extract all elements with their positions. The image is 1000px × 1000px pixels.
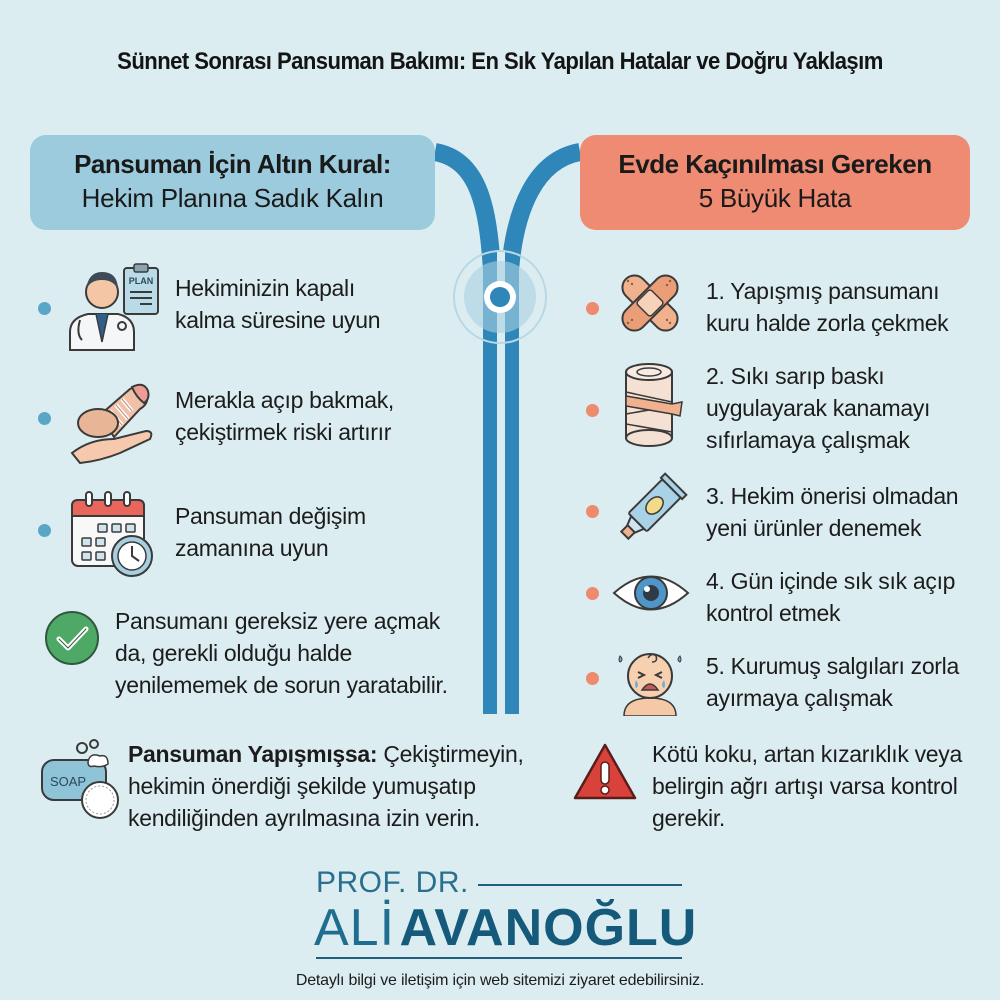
- mistake-item-text: [706, 650, 959, 714]
- mistake-item-line: 4. Gün içinde sık sık açıp: [706, 568, 956, 594]
- mistake-item-text: [706, 360, 930, 456]
- ointment-tube-icon: [612, 470, 690, 548]
- soap-note-line: kendiliğinden ayrılmasına izin verin.: [128, 805, 480, 831]
- warning-note-line: Kötü koku, artan kızarıklık veya: [652, 741, 962, 767]
- mistakes-title: Evde Kaçınılması Gereken: [618, 149, 932, 179]
- mistake-item-line: ayırmaya çalışmak: [706, 685, 893, 711]
- brand-title-prefix: PROF. DR.: [316, 866, 469, 899]
- mistake-item-text: [706, 565, 955, 629]
- golden-rule-title: Pansuman İçin Altın Kural:: [74, 149, 391, 179]
- mistake-item-line: yeni ürünler denemek: [706, 515, 922, 541]
- golden-rule-header: [30, 135, 435, 230]
- soap-note-heading: Pansuman Yapışmışsa:: [128, 741, 378, 767]
- rule-item-text: [175, 384, 394, 448]
- warning-triangle-icon: [572, 742, 638, 802]
- rule-item-text: [175, 272, 380, 336]
- rule-item-line: zamanına uyun: [175, 535, 329, 561]
- rule-item-line: kalma süresine uyun: [175, 307, 381, 333]
- bullet-dot: [586, 302, 599, 315]
- check-note-text: [115, 605, 448, 701]
- page-title: Sünnet Sonrası Pansuman Bakımı: En Sık Yapılan Hatalar ve Doğru Yaklaşım: [117, 48, 883, 75]
- soap-note-line: hekimin önerdiği şekilde yumuşatıp: [128, 773, 476, 799]
- soap-icon: [38, 738, 122, 822]
- mistake-item-text: [706, 480, 958, 544]
- mistake-item-line: uygulayarak kanamayı: [706, 395, 931, 421]
- bullet-dot: [586, 587, 599, 600]
- bullet-dot: [586, 672, 599, 685]
- mistake-item-line: 1. Yapışmış pansumanı: [706, 278, 940, 304]
- brand-divider-bottom: [316, 957, 682, 959]
- mistakes-subtitle: 5 Büyük Hata: [698, 183, 852, 213]
- soap-note-line: Çekiştirmeyin,: [377, 741, 524, 767]
- bullet-dot: [38, 524, 51, 537]
- rule-item-line: Merakla açıp bakmak,: [175, 387, 394, 413]
- brand-divider-top: [478, 884, 682, 886]
- warning-note-text: [652, 738, 962, 834]
- bandage-roll-icon: [620, 362, 684, 448]
- bullet-dot: [38, 302, 51, 315]
- mistake-item-text: [706, 275, 948, 339]
- svg-text:PLAN: PLAN: [128, 276, 154, 286]
- rule-item-line: çekiştirmek riski artırır: [175, 419, 392, 445]
- check-note-line: Pansumanı gereksiz yere açmak: [115, 608, 440, 634]
- golden-rule-subtitle: Hekim Planına Sadık Kalın: [81, 183, 384, 213]
- brand-name: [314, 898, 697, 958]
- calendar-clock-icon: [70, 488, 156, 578]
- warning-note-line: gerekir.: [652, 805, 726, 831]
- rule-item-line: Pansuman değişim: [175, 503, 366, 529]
- mistake-item-line: 2. Sıkı sarıp baskı: [706, 363, 885, 389]
- footer-cta: Detaylı bilgi ve iletişim için web sitemizi ziyaret edebilirsiniz.: [295, 972, 705, 989]
- check-note-line: da, gerekli olduğu halde: [115, 640, 353, 666]
- mistake-item-line: kontrol etmek: [706, 600, 841, 626]
- brand-first-name: ALİ: [314, 899, 396, 957]
- eye-icon: [612, 568, 690, 618]
- brand-last-name: AVANOĞLU: [399, 899, 698, 957]
- bullet-dot: [586, 404, 599, 417]
- svg-text:SOAP: SOAP: [49, 774, 87, 789]
- rule-item-line: Hekiminizin kapalı: [175, 275, 355, 301]
- doctor-plan-icon: [66, 262, 162, 352]
- mistake-item-line: sıfırlamaya çalışmak: [706, 427, 910, 453]
- warning-note-line: belirgin ağrı artışı varsa kontrol: [652, 773, 958, 799]
- bullet-dot: [586, 505, 599, 518]
- bullet-dot: [38, 412, 51, 425]
- soap-note-text: [128, 738, 524, 834]
- mistake-item-line: 3. Hekim önerisi olmadan: [706, 483, 959, 509]
- crossed-bandage-icon: [612, 265, 688, 341]
- mistake-item-line: kuru halde zorla çekmek: [706, 310, 949, 336]
- check-circle-icon: [44, 610, 100, 666]
- check-note-line: yenilememek de sorun yaratabilir.: [115, 672, 448, 698]
- mistakes-header: [580, 135, 970, 230]
- crying-baby-icon: [612, 644, 688, 716]
- rule-item-text: [175, 500, 366, 564]
- bandaged-hand-icon: [70, 375, 160, 465]
- mistake-item-line: 5. Kurumuş salgıları zorla: [706, 653, 959, 679]
